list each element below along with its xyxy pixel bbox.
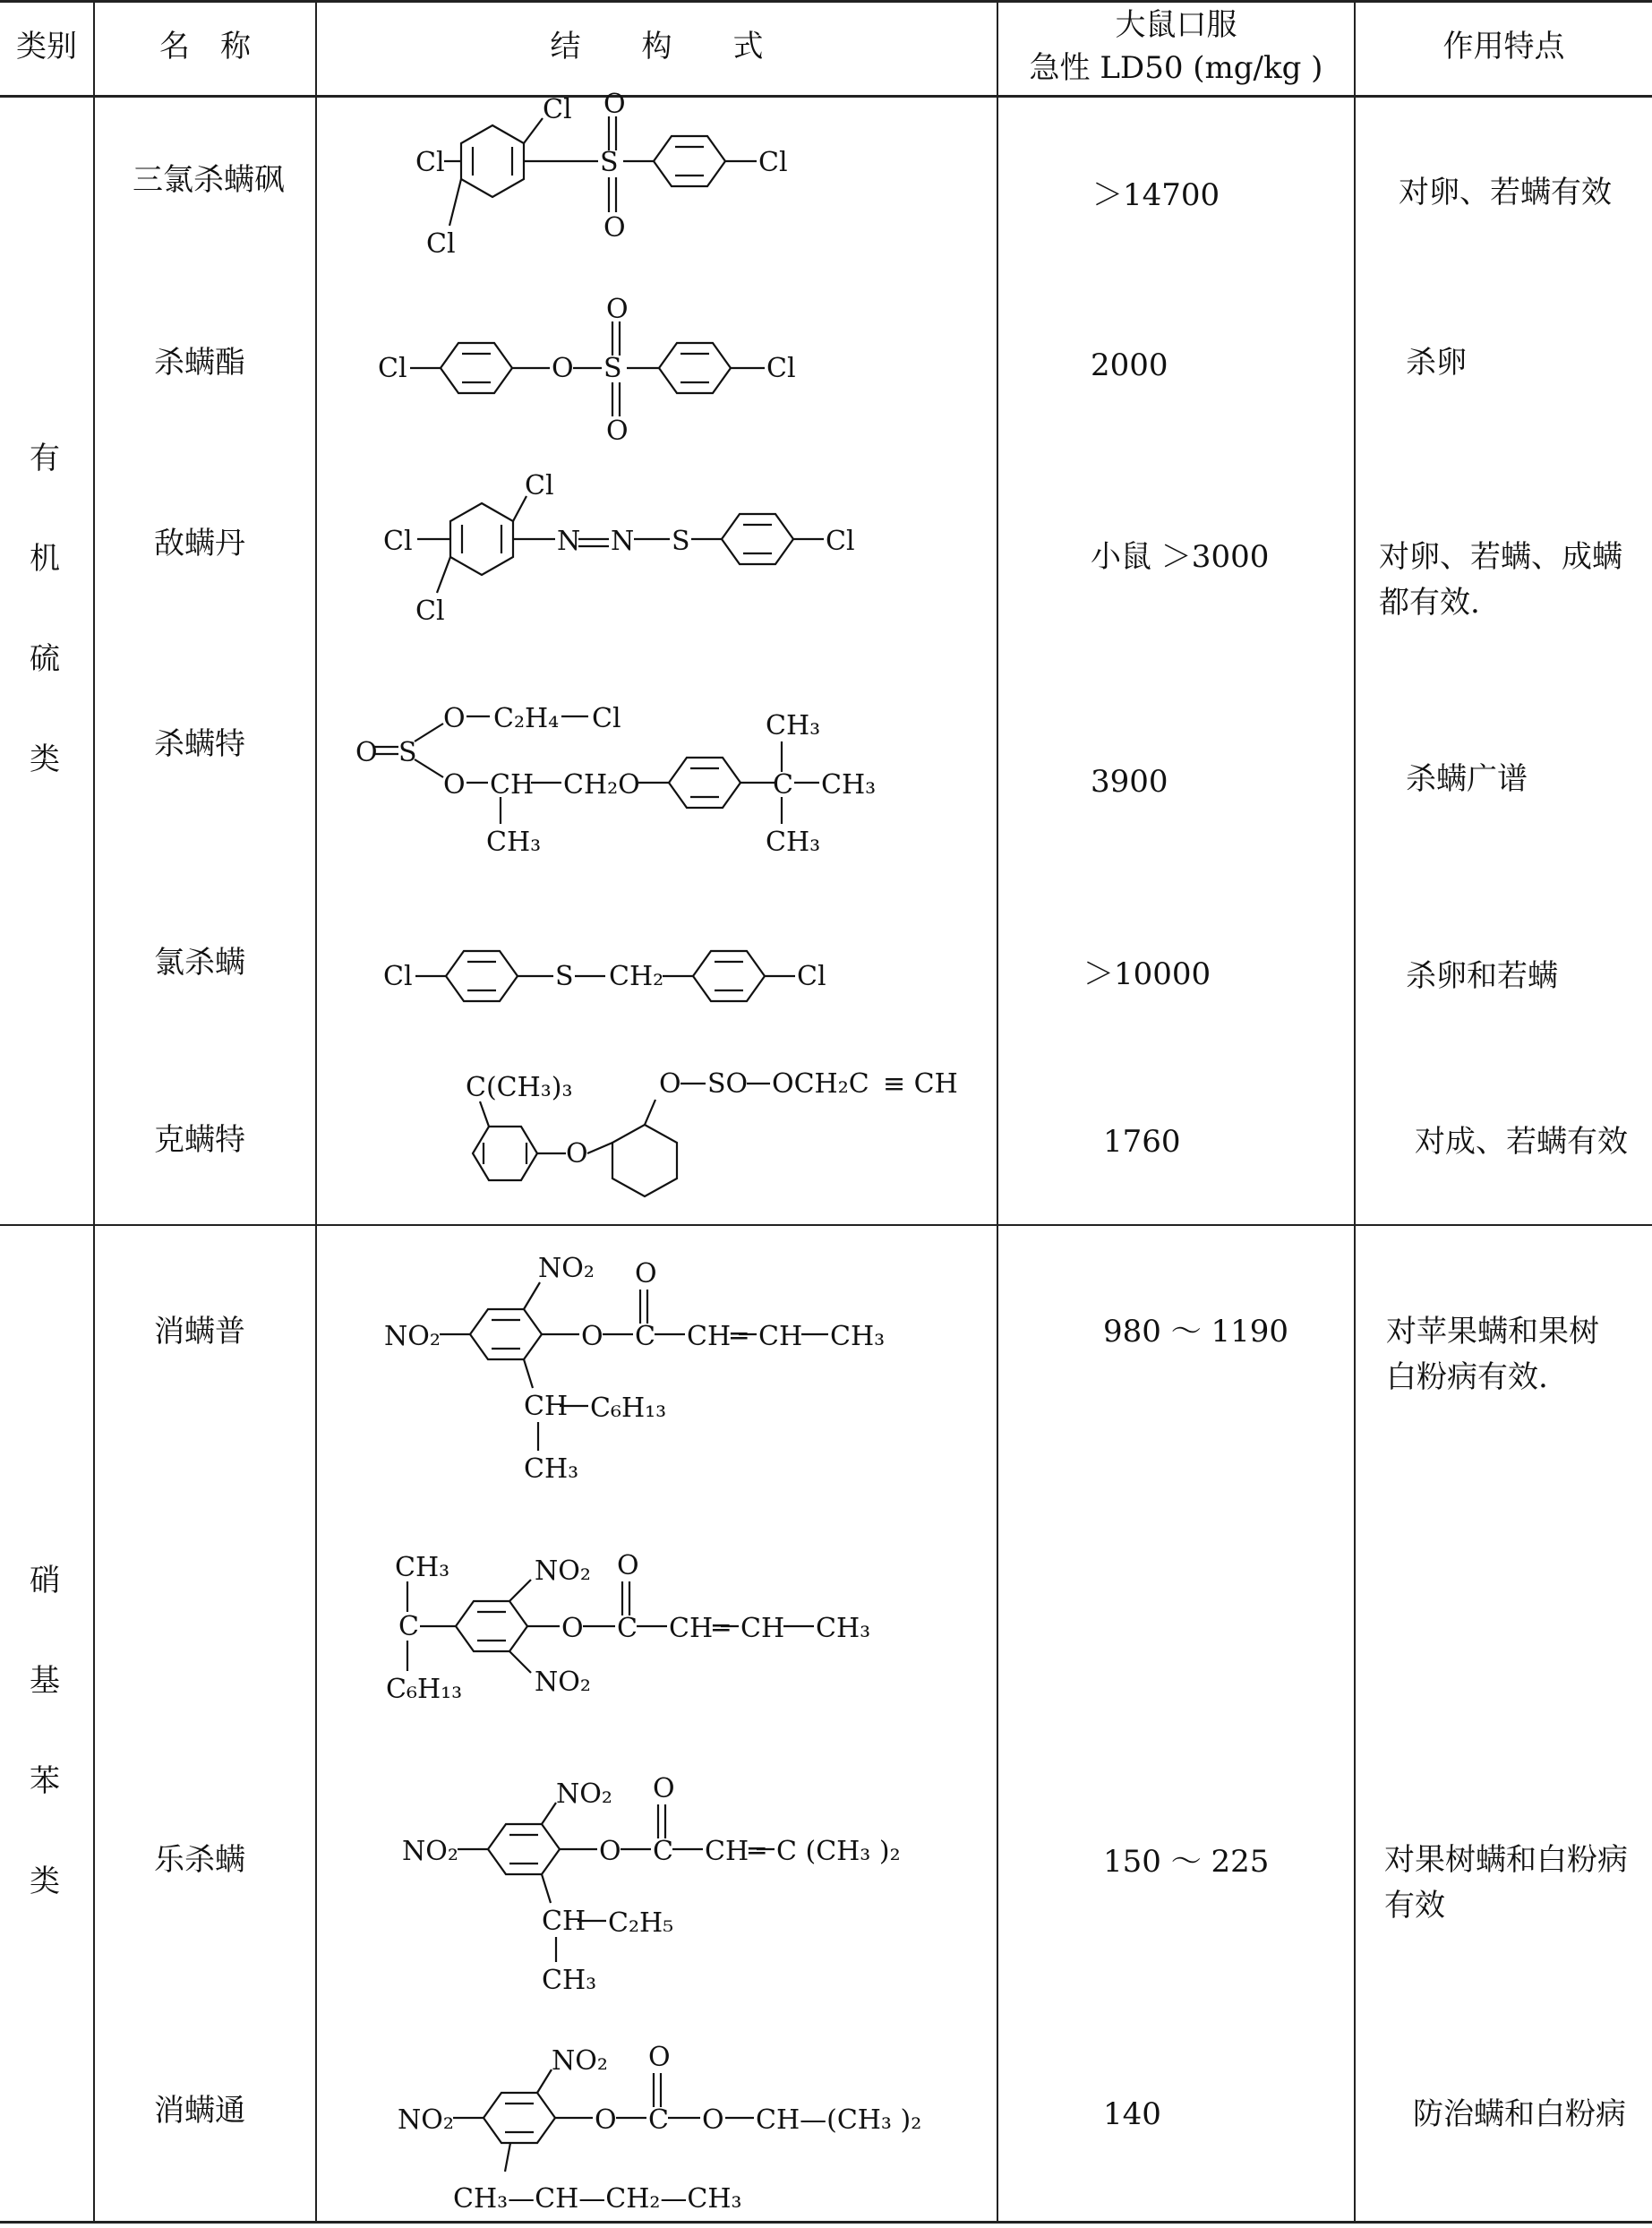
benzene-ring bbox=[456, 1601, 527, 1651]
header-ld50-line1: 大鼠口服 bbox=[1115, 7, 1237, 43]
atom-label: O bbox=[606, 416, 629, 447]
category-organosulfur bbox=[18, 443, 72, 844]
category-char: 有 bbox=[30, 441, 60, 476]
ld50-value: ＞10000 bbox=[1083, 956, 1211, 992]
atom-label: C bbox=[398, 1611, 419, 1642]
category-char: 基 bbox=[30, 1663, 60, 1699]
benzene-ring bbox=[473, 1127, 537, 1180]
atom-label: O bbox=[603, 212, 626, 244]
atom-label: CH═ bbox=[687, 1321, 748, 1352]
atom-label: NO₂ bbox=[538, 1253, 595, 1284]
benzene-ring bbox=[470, 1309, 542, 1359]
atom-label: O bbox=[566, 1138, 588, 1170]
benzene-ring bbox=[722, 514, 793, 564]
atom-label: S bbox=[555, 961, 574, 992]
atom-label: O bbox=[599, 1836, 621, 1867]
ld50-value: 140 bbox=[1103, 2096, 1161, 2132]
atom-label: CH bbox=[758, 1321, 803, 1352]
atom-label: S bbox=[398, 737, 417, 768]
category-char: 苯 bbox=[30, 1763, 60, 1799]
atom-label: C bbox=[635, 1321, 655, 1352]
atom-label: NO₂ bbox=[535, 1555, 591, 1587]
atom-label: NO₂ bbox=[552, 2045, 608, 2077]
ld50-value: ＞14700 bbox=[1092, 177, 1220, 213]
atom-label: NO₂ bbox=[556, 1778, 612, 1810]
atom-label: Cl bbox=[543, 94, 572, 125]
feature-text: 对成、若螨有效 bbox=[1415, 1124, 1628, 1160]
atom-label: S bbox=[672, 526, 690, 557]
benzene-ring bbox=[441, 343, 512, 393]
ld50-value: 980 ～ 1190 bbox=[1103, 1314, 1289, 1350]
atom-label: Cl bbox=[525, 470, 554, 501]
column-divider bbox=[315, 0, 317, 2224]
header-ld50-line2: 急性 LD50 (mg/kg ) bbox=[1029, 50, 1323, 86]
atom-label: CH₃ bbox=[524, 1453, 579, 1485]
feature-text: 杀螨广谱 bbox=[1406, 761, 1528, 797]
atom-label: NO₂ bbox=[398, 2104, 454, 2136]
feature-text: 对果树螨和白粉病有效 bbox=[1384, 1842, 1628, 1924]
atom-label: Cl bbox=[826, 526, 855, 557]
atom-label: CH₃ bbox=[766, 710, 821, 741]
atom-label: O bbox=[443, 703, 466, 734]
atom-label: C (CH₃ )₂ bbox=[776, 1836, 901, 1867]
atom-label: N bbox=[611, 526, 635, 557]
atom-label: Cl bbox=[378, 353, 407, 384]
structural-formula bbox=[381, 1245, 954, 1487]
atom-label: CH₃—CH—CH₂—CH₃ bbox=[453, 2183, 742, 2215]
structural-formula bbox=[398, 1773, 972, 1996]
atom-label: Cl bbox=[758, 147, 788, 178]
category-char: 硝 bbox=[30, 1563, 60, 1598]
benzene-ring bbox=[659, 343, 731, 393]
atom-label: C bbox=[773, 769, 793, 801]
ld50-value: 2000 bbox=[1091, 347, 1168, 383]
table-bottom-border bbox=[0, 2221, 1652, 2224]
benzene-ring bbox=[446, 951, 518, 1001]
atom-label: C bbox=[617, 1613, 638, 1644]
structural-formula bbox=[374, 291, 840, 447]
category-char: 硫 bbox=[30, 641, 60, 677]
compound-name: 消螨普 bbox=[154, 1314, 245, 1350]
atom-label: OCH₂C bbox=[772, 1068, 869, 1100]
atom-label: S bbox=[603, 353, 622, 384]
column-divider bbox=[93, 0, 95, 2224]
atom-label: CH₃ bbox=[486, 827, 542, 858]
category-nitrobenzene bbox=[18, 1565, 72, 1967]
atom-label: O bbox=[581, 1321, 603, 1352]
atom-label: ≡ CH bbox=[883, 1068, 958, 1100]
atom-label: Cl bbox=[592, 703, 621, 734]
atom-label: CH₃ bbox=[766, 827, 821, 858]
benzene-ring bbox=[488, 1824, 560, 1874]
atom-label: O bbox=[653, 1773, 675, 1804]
atom-label: C bbox=[653, 1836, 673, 1867]
header-name: 名 称 bbox=[159, 29, 251, 64]
atom-label: CH₃ bbox=[816, 1613, 871, 1644]
atom-label: CH₃ bbox=[821, 769, 877, 801]
compound-name: 杀螨特 bbox=[154, 726, 245, 762]
atom-label: CH₃ bbox=[830, 1321, 886, 1352]
compound-name: 杀螨酯 bbox=[154, 345, 245, 381]
header-category: 类别 bbox=[16, 29, 77, 64]
atom-label: CH₂O bbox=[563, 769, 640, 801]
atom-label: NO₂ bbox=[402, 1836, 458, 1867]
atom-label: CH₂ bbox=[609, 961, 664, 992]
atom-label: N bbox=[557, 526, 581, 557]
structural-formula bbox=[374, 467, 894, 629]
compound-name: 克螨特 bbox=[154, 1122, 245, 1158]
atom-label: Cl bbox=[426, 228, 456, 260]
ld50-value: 1760 bbox=[1103, 1124, 1181, 1160]
atom-label: O bbox=[659, 1068, 681, 1100]
atom-label: CH₃ bbox=[542, 1965, 597, 1996]
feature-text: 杀卵 bbox=[1406, 345, 1467, 381]
atom-label: Cl bbox=[383, 961, 413, 992]
atom-label: C₆H₁₃ bbox=[386, 1674, 463, 1705]
ld50-value: 150 ～ 225 bbox=[1103, 1844, 1270, 1880]
feature-text: 对卵、若螨有效 bbox=[1399, 175, 1612, 210]
benzene-ring bbox=[450, 503, 513, 575]
atom-label: CH—(CH₃ )₂ bbox=[756, 2104, 922, 2136]
column-divider bbox=[1354, 0, 1356, 2224]
atom-label: O bbox=[648, 2042, 671, 2073]
atom-label: O bbox=[561, 1613, 584, 1644]
atom-label: C(CH₃)₃ bbox=[466, 1072, 573, 1103]
atom-label: O bbox=[617, 1550, 639, 1581]
structural-formula bbox=[412, 89, 860, 261]
atom-label: O bbox=[603, 89, 626, 120]
structural-formula bbox=[394, 2037, 985, 2221]
atom-label: C₂H₅ bbox=[608, 1907, 674, 1939]
benzene-ring bbox=[461, 125, 524, 197]
structural-formula bbox=[448, 1057, 1003, 1209]
atom-label: O bbox=[443, 769, 466, 801]
atom-label: Cl bbox=[415, 596, 445, 627]
atom-label: NO₂ bbox=[384, 1321, 441, 1352]
atom-label: O bbox=[606, 294, 629, 325]
atom-label: O bbox=[595, 2104, 617, 2136]
ld50-value: 3900 bbox=[1091, 764, 1168, 800]
benzene-ring bbox=[654, 136, 725, 186]
benzene-ring bbox=[693, 951, 765, 1001]
feature-text: 防治螨和白粉病 bbox=[1413, 2096, 1626, 2132]
group-divider bbox=[0, 1224, 1652, 1226]
atom-label: CH═ bbox=[705, 1836, 766, 1867]
atom-label: O bbox=[702, 2104, 724, 2136]
feature-text: 杀卵和若螨 bbox=[1406, 958, 1558, 994]
structural-formula bbox=[354, 690, 963, 878]
atom-label: SO bbox=[707, 1068, 749, 1100]
compound-name: 消螨通 bbox=[154, 2093, 245, 2129]
table-top-border bbox=[0, 0, 1652, 3]
atom-label: C₆H₁₃ bbox=[590, 1392, 667, 1424]
compound-name: 敌螨丹 bbox=[154, 526, 245, 561]
atom-label: C₂H₄ bbox=[493, 703, 560, 734]
structural-formula bbox=[374, 922, 876, 1021]
atom-label: Cl bbox=[383, 526, 413, 557]
atom-label: O bbox=[552, 353, 574, 384]
compound-name: 氯杀螨 bbox=[154, 945, 245, 981]
atom-label: CH bbox=[542, 1906, 586, 1937]
feature-text: 对苹果螨和果树白粉病有效. bbox=[1386, 1314, 1599, 1395]
atom-label: O bbox=[355, 737, 378, 768]
benzene-ring bbox=[669, 758, 740, 808]
atom-label: CH bbox=[490, 769, 535, 801]
structural-formula bbox=[381, 1540, 954, 1719]
atom-label: CH═ bbox=[669, 1613, 730, 1644]
atom-label: S bbox=[600, 147, 619, 178]
category-char: 机 bbox=[30, 541, 60, 577]
atom-label: NO₂ bbox=[535, 1667, 591, 1698]
header-bottom-border bbox=[0, 95, 1652, 98]
feature-text: 对卵、若螨、成螨都有效. bbox=[1379, 539, 1622, 621]
compound-name: 三氯杀螨砜 bbox=[133, 162, 285, 198]
atom-label: CH₃ bbox=[395, 1552, 450, 1583]
cyclohexane-ring bbox=[612, 1125, 677, 1196]
atom-label: Cl bbox=[797, 961, 826, 992]
category-char: 类 bbox=[30, 741, 60, 777]
ld50-value: 小鼠 ＞3000 bbox=[1091, 539, 1270, 575]
atom-label: CH bbox=[740, 1613, 785, 1644]
compound-name: 乐杀螨 bbox=[154, 1842, 245, 1878]
header-structure: 结 构 式 bbox=[550, 29, 764, 64]
header-features: 作用特点 bbox=[1442, 29, 1565, 64]
atom-label: CH bbox=[524, 1391, 569, 1422]
atom-label: C bbox=[648, 2104, 669, 2136]
category-char: 类 bbox=[30, 1864, 60, 1899]
atom-label: O bbox=[635, 1258, 657, 1290]
atom-label: Cl bbox=[766, 353, 796, 384]
benzene-ring bbox=[484, 2093, 555, 2143]
atom-label: Cl bbox=[415, 147, 445, 178]
